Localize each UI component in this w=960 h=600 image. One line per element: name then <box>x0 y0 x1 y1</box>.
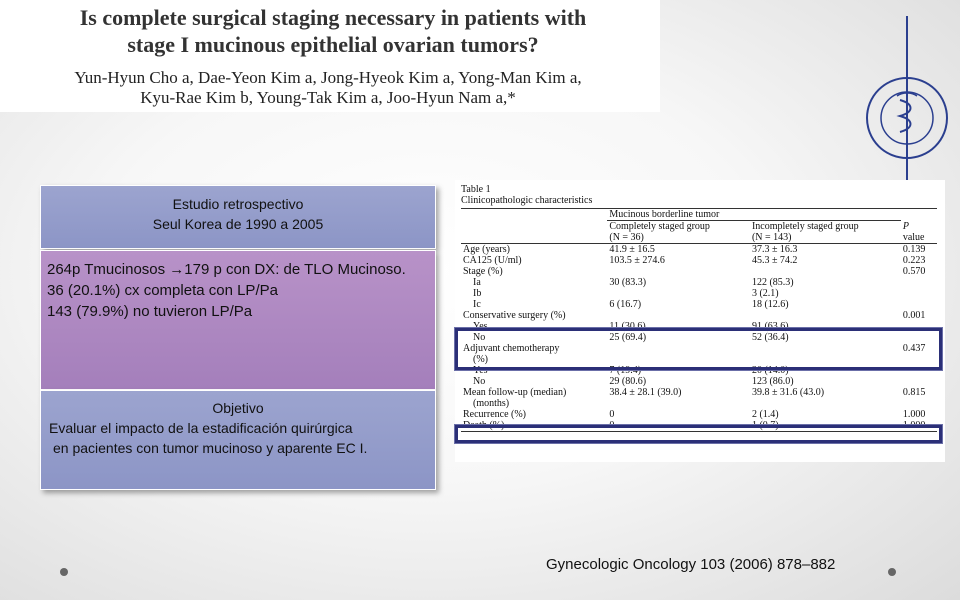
table-cell-label: Conservative surgery (%) <box>463 310 566 321</box>
table-cell-p <box>901 277 937 288</box>
patients-box <box>40 250 436 390</box>
objective-box <box>40 390 436 490</box>
data-table <box>461 208 937 432</box>
table-row <box>461 299 937 310</box>
study-location-text: Seul Korea de 1990 a 2005 <box>152 216 324 232</box>
table-cell-c2: 18 (12.6) <box>751 299 789 310</box>
table-cell-label: Ia <box>473 277 481 288</box>
table-cell-p: 1.000 <box>901 420 937 432</box>
authors-line-1: Yun-Hyun Cho a, Dae-Yeon Kim a, Jong-Hyeok Kim a, Yong-Man Kim a, <box>74 68 582 87</box>
table-cell-label: (%) <box>473 354 488 365</box>
table-cell-c2: 37.3 ± 16.3 <box>751 244 798 255</box>
table-cell-c1 <box>607 288 750 299</box>
citation: Gynecologic Oncology 103 (2006) 878–882 <box>546 556 836 573</box>
study-design-box <box>40 185 436 249</box>
table-cell-label: No <box>473 376 486 387</box>
table-header-row <box>461 209 937 221</box>
table-cell-label: Adjuvant chemotherapy <box>463 343 560 354</box>
slide-dot-left <box>60 568 68 576</box>
table-cell-c1: 30 (83.3) <box>609 277 647 288</box>
table-cell-label: No <box>473 332 486 343</box>
table-row <box>461 266 937 277</box>
table-cell-c2: 91 (63.6) <box>751 321 789 332</box>
table-cell-c2: 20 (14.0) <box>751 365 789 376</box>
table-cell-c1 <box>607 310 750 321</box>
table-cell-p: 0.437 <box>902 343 926 354</box>
table-number: Table 1 <box>461 184 491 195</box>
table-cell-p <box>901 376 937 387</box>
table-cell-p: 0.570 <box>902 266 926 277</box>
table-cell-c2: 52 (36.4) <box>751 332 789 343</box>
table-row <box>461 255 937 266</box>
table-row <box>461 277 937 288</box>
clinicopathologic-table <box>455 180 945 462</box>
table-cell-label: Death (%) <box>461 420 607 432</box>
table-cell-c2: 3 (2.1) <box>751 288 779 299</box>
table-row <box>461 398 937 409</box>
table-cell-c1: 11 (30.6) <box>609 321 646 332</box>
patients-count-text: 264p Tmucinosos <box>47 261 170 278</box>
table-cell-label: Mean follow-up (median) <box>463 387 567 398</box>
table-cell-c1: 29 (80.6) <box>609 376 647 387</box>
article-title <box>28 4 638 58</box>
col-header-incomplete: Incompletely staged group (N = 143) <box>750 221 901 244</box>
table-cell-c1 <box>607 266 750 277</box>
table-cell-label: Yes <box>473 365 488 376</box>
conservative-surgery-highlight <box>455 328 942 370</box>
table-row <box>461 244 937 256</box>
right-arrow-icon: → <box>169 261 185 278</box>
table-cell-label: Recurrence (%) <box>463 409 527 420</box>
patients-dx-text: 179 p con DX: de TLO Mucinoso. <box>184 261 406 278</box>
table-cell-label: CA125 (U/ml) <box>463 255 522 266</box>
table-subheader-row <box>461 221 937 244</box>
patients-line-1 <box>47 259 435 280</box>
title-line-1: Is complete surgical staging necessary in patients with <box>79 5 587 30</box>
table-cell-c2: 45.3 ± 74.2 <box>751 255 798 266</box>
table-title: Clinicopathologic characteristics <box>461 195 593 206</box>
table-cell-c1: 41.9 ± 16.5 <box>609 244 655 255</box>
slide-dot-right <box>888 568 896 576</box>
table-cell-c2: 123 (86.0) <box>751 376 794 387</box>
table-cell-c2: 2 (1.4) <box>751 409 779 420</box>
table-row <box>461 288 937 299</box>
table-cell-label: (months) <box>473 398 510 409</box>
objective-line-1: Evaluar el impacto de la estadificación quirúrgica <box>49 420 353 436</box>
study-type-text: Estudio retrospectivo <box>172 196 304 212</box>
table-cell-c1: 7 (19.4) <box>609 365 642 376</box>
table-cell-p: 0.001 <box>902 310 926 321</box>
table-cell-c1: 25 (69.4) <box>609 332 647 343</box>
table-cell-label: Yes <box>473 321 488 332</box>
article-authors <box>8 68 648 108</box>
patients-line-2: 36 (20.1%) cx completa con LP/Pa <box>47 282 278 299</box>
table-cell-c2: 122 (85.3) <box>751 277 794 288</box>
table-cell-p: 0.139 <box>902 244 926 255</box>
objective-line-2: en pacientes con tumor mucinoso y aparente EC I. <box>53 440 368 456</box>
table-cell-label: Stage (%) <box>463 266 503 277</box>
table-cell-c2: 1 (0.7) <box>750 420 901 432</box>
table-cell-p: 0.223 <box>902 255 926 266</box>
table-cell-c1: 0 <box>609 409 615 420</box>
table-cell-c1: 0 <box>607 420 750 432</box>
table-cell-c2: 39.8 ± 31.6 (43.0) <box>751 387 825 398</box>
article-title-image <box>0 0 660 112</box>
table-cell-c2 <box>750 266 901 277</box>
table-cell-p <box>901 299 937 310</box>
table-cell-c1: 6 (16.7) <box>609 299 642 310</box>
table-cell-p: 0.815 <box>902 387 926 398</box>
table-cell-c1: 103.5 ± 274.6 <box>609 255 665 266</box>
table-cell-c1 <box>607 398 750 409</box>
table-row <box>461 376 937 387</box>
table-row <box>461 310 937 321</box>
table-cell-c2 <box>750 398 901 409</box>
objective-heading: Objetivo <box>212 400 264 416</box>
table-cell-label: Age (years) <box>463 244 510 255</box>
patients-line-3: 143 (79.9%) no tuvieron LP/Pa <box>47 303 253 320</box>
group-header: Mucinous borderline tumor <box>607 209 900 221</box>
table-caption <box>461 184 592 206</box>
title-line-2: stage I mucinous epithelial ovarian tumors? <box>127 32 539 57</box>
table-cell-c1: 38.4 ± 28.1 (39.0) <box>609 387 682 398</box>
table-cell-p: 1.000 <box>902 409 926 420</box>
table-cell-p <box>901 398 937 409</box>
table-cell-p <box>901 288 937 299</box>
table-cell-label: Ib <box>473 288 482 299</box>
table-cell-label: Ic <box>473 299 481 310</box>
table-row <box>461 387 937 398</box>
table-cell-c2 <box>750 310 901 321</box>
col-header-p: P value <box>901 221 937 244</box>
institute-seal-icon <box>852 8 952 198</box>
col-header-complete: Completely staged group (N = 36) <box>607 221 750 244</box>
recurrence-highlight <box>455 425 942 443</box>
authors-line-2: Kyu-Rae Kim b, Young-Tak Kim a, Joo-Hyun Nam a,* <box>140 88 516 107</box>
table-row <box>461 409 937 420</box>
